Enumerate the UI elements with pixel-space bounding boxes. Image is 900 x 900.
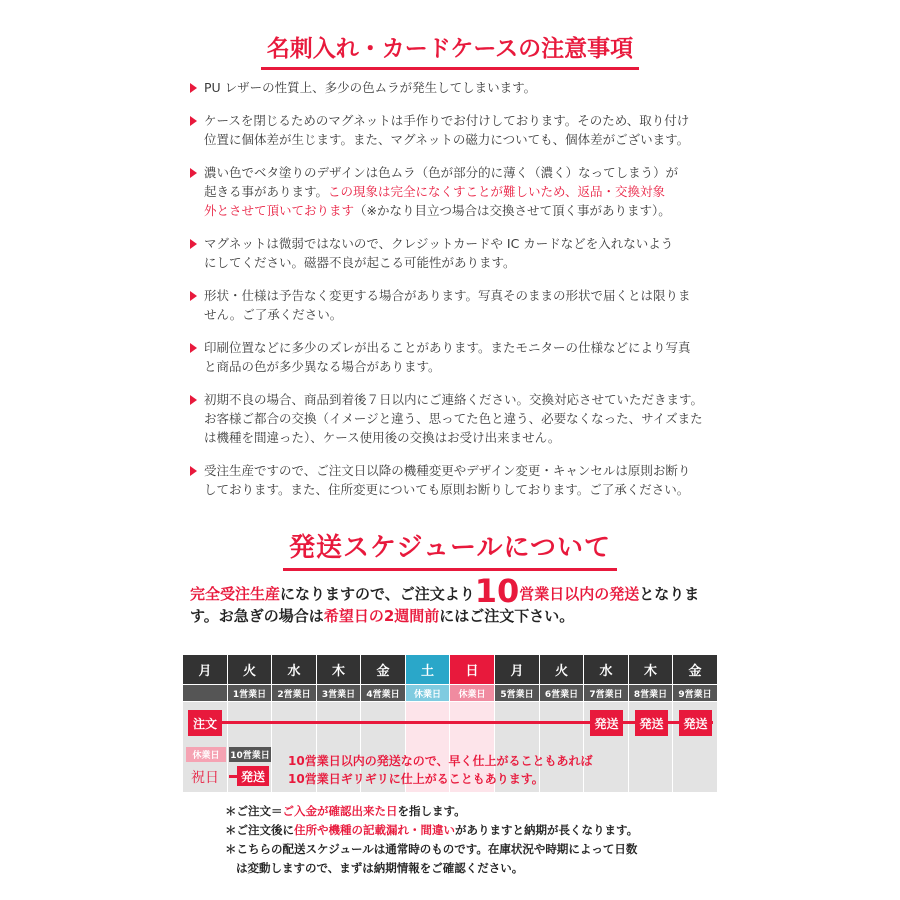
calendar-day: 月 (183, 655, 227, 684)
calendar-business-day (183, 685, 227, 701)
calendar-note (288, 752, 592, 788)
intro-text-3: す。お急ぎの場合は (190, 607, 324, 625)
calendar-day: 火 (228, 655, 271, 684)
footnote-text: ＊ご注文＝ (225, 804, 283, 818)
caution-text: 濃い色でベタ塗りのデザインは色ムラ（色が部分的に薄く（濃く）なってしまう）が (204, 165, 679, 180)
schedule-title (0, 527, 900, 571)
calendar-business-day: 休業日 (450, 685, 494, 701)
caution-text: にしてください。磁器不良が起こる可能性があります。 (204, 255, 516, 270)
caution-item (190, 163, 730, 220)
caution-text: （※かなり目立つ場合は交換させて頂く事があります）。 (354, 203, 671, 218)
calendar-business-day: 1営業日 (228, 685, 271, 701)
footnote-highlight: ご入金が確認出来た日 (282, 804, 398, 818)
schedule-intro (190, 572, 730, 627)
calendar-business-day: 6営業日 (540, 685, 583, 701)
legend-holiday: 休業日 (186, 747, 226, 762)
calendar-business-day: 8営業日 (629, 685, 672, 701)
caution-text: PU レザーの性質上、多少の色ムラが発生してしまいます。 (204, 80, 537, 95)
ship-badge: 発送 (590, 710, 623, 736)
footnote (225, 821, 705, 840)
footnote (225, 859, 705, 878)
calendar-business-day: 4営業日 (361, 685, 405, 701)
caution-text: と商品の色が多少異なる場合があります。 (204, 359, 441, 374)
caution-text: マグネットは微弱ではないので、クレジットカードや IC カードなどを入れないよう (204, 236, 674, 251)
legend-tenth-day: 10営業日 (229, 747, 271, 762)
caution-item (190, 286, 730, 324)
footnote (225, 840, 705, 859)
calendar-business-day: 2営業日 (272, 685, 316, 701)
ship-badge: 発送 (635, 710, 668, 736)
calendar-day: 水 (584, 655, 628, 684)
calendar-day: 水 (272, 655, 316, 684)
order-badge: 注文 (188, 710, 222, 736)
intro-text-4: にはご注文下さい。 (439, 607, 575, 625)
schedule-title-text: 発送スケジュールについて (283, 527, 617, 571)
calendar-day: 金 (361, 655, 405, 684)
caution-text: せん。ご了承ください。 (204, 307, 343, 322)
footnote-text: ＊こちらの配送スケジュールは通常時のものです。在庫状況や時期によって日数 (225, 842, 638, 856)
caution-text: しております。また、住所変更についても原則お断りしております。ご了承ください。 (204, 482, 690, 497)
intro-two-weeks: 希望日の2週間前 (323, 607, 440, 625)
calendar-day: 木 (629, 655, 672, 684)
intro-text-2: となりま (639, 585, 700, 603)
caution-item (190, 461, 730, 499)
intro-made-to-order: 完全受注生産 (190, 585, 281, 603)
caution-text: は機種を間違った）、ケース使用後の交換はお受け出来ません。 (204, 430, 561, 445)
caution-title-text: 名刺入れ・カードケースの注意事項 (261, 30, 639, 70)
footnotes (225, 802, 705, 878)
caution-list (190, 78, 730, 499)
intro-text-1: になりますので、ご注文より (280, 585, 475, 603)
ship-badge: 発送 (679, 710, 712, 736)
calendar-day: 金 (673, 655, 717, 684)
legend-ship-badge: 発送 (237, 766, 269, 786)
caution-text: 起きる事があります。 (204, 184, 329, 199)
caution-item (190, 78, 730, 97)
calendar-day: 土 (406, 655, 449, 684)
footnote-text: は変動しますので、まずは納期情報をご確認ください。 (236, 861, 524, 875)
intro-business-days: 営業日以内の発送 (519, 585, 640, 603)
footnote-highlight: 住所や機種の記載漏れ・間違い (294, 823, 455, 837)
caution-warning-text: この現象は完全になくすことが難しいため、返品・交換対象 (328, 184, 666, 199)
calendar-note-line: 10営業日ギリギリに仕上がることもあります。 (288, 772, 544, 786)
footnote-text: を指します。 (397, 804, 466, 818)
caution-item (190, 234, 730, 272)
caution-title (0, 30, 900, 70)
caution-text: 印刷位置などに多少のズレが出ることがあります。またモニターの仕様などにより写真 (204, 340, 691, 355)
calendar-business-day: 7営業日 (584, 685, 628, 701)
calendar-day: 月 (495, 655, 539, 684)
calendar-day: 火 (540, 655, 583, 684)
caution-warning-text: 外とさせて頂いております (204, 203, 355, 218)
calendar-day: 木 (317, 655, 360, 684)
caution-text: 受注生産ですので、ご注文日以降の機種変更やデザイン変更・キャンセルは原則お断り (204, 463, 691, 478)
calendar-business-day: 9営業日 (673, 685, 717, 701)
caution-text: ケースを閉じるためのマグネットは手作りでお付けしております。そのため、取り付け (204, 113, 690, 128)
footnote-text: ＊ご注文後に (225, 823, 294, 837)
caution-item (190, 111, 730, 149)
calendar-business-day: 3営業日 (317, 685, 360, 701)
schedule-calendar (183, 655, 718, 792)
calendar-business-day: 5営業日 (495, 685, 539, 701)
footnote (225, 802, 705, 821)
calendar-note-line: 10営業日以内の発送なので、早く仕上がることもあれば (288, 754, 593, 768)
caution-item (190, 390, 730, 447)
caution-text: 位置に個体差が生じます。また、マグネットの磁力についても、個体差がございます。 (204, 132, 690, 147)
caution-text: 初期不良の場合、商品到着後７日以内にご連絡ください。交換対応させていただきます。 (204, 392, 704, 407)
caution-text: 形状・仕様は予告なく変更する場合があります。写真そのままの形状で届くとは限りま (204, 288, 691, 303)
intro-ten: 10 (474, 572, 520, 610)
caution-item (190, 338, 730, 376)
calendar-business-day: 休業日 (406, 685, 449, 701)
calendar-day: 日 (450, 655, 494, 684)
caution-text: お客様ご都合の交換（イメージと違う、思ってた色と違う、必要なくなった、サイズまた (204, 411, 703, 426)
legend-national-holiday: 祝日 (191, 770, 219, 786)
footnote-text: がありますと納期が長くなります。 (455, 823, 639, 837)
